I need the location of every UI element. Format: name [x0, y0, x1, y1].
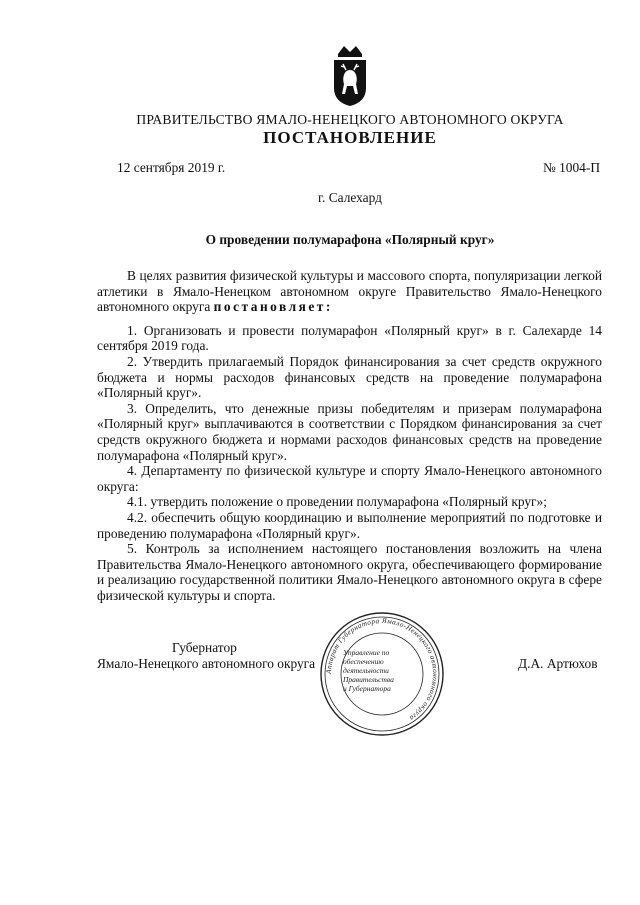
stamp-line-4: Правительства: [343, 675, 394, 684]
stamp-line-3: деятельности: [343, 666, 389, 675]
item-4-2: 4.2. обеспечить общую координацию и выполнение мероприятий по подготовке и проведению полумарафона «Полярный круг».: [97, 509, 602, 541]
document-type: ПОСТАНОВЛЕНИЕ: [263, 128, 437, 147]
item-1: 1. Организовать и провести полумарафон «Полярный круг» в г. Салехарде 14 сентября 2019 года.: [97, 322, 602, 354]
item-5: 5. Контроль за исполнением настоящего постановления возложить на члена Правительства Ямало-Ненецкого автономного округа, обеспечивающего формирование и реализацию государственной политики Ямало-Ненецкого автономного округа в сфере физической культуры и спорта.: [97, 541, 602, 603]
yamal-coat-of-arms-icon: [330, 40, 370, 108]
item-4: 4. Департаменту по физической культуре и спорту Ямало-Ненецкого автономного округа:: [97, 463, 602, 494]
decree-word: постановляет:: [213, 299, 333, 315]
stamp-ring-text: Аппарат Губернатора Ямало-Ненецкого автономного округа: [324, 616, 440, 723]
government-name: ПРАВИТЕЛЬСТВО ЯМАЛО-НЕНЕЦКОГО АВТОНОМНОГО ОКРУГА: [136, 112, 564, 127]
document-city: г. Салехард: [318, 190, 382, 205]
stamp-line-5: и Губернатора: [343, 684, 391, 693]
document-date: 12 сентября 2019 г.: [117, 160, 226, 175]
item-2: 2. Утвердить прилагаемый Порядок финансирования за счет средств окружного бюджета и нормы расходов финансовых средств на проведение полумарафона «Полярный круг».: [97, 353, 602, 401]
signatory-organization: Ямало-Ненецкого автономного округа: [97, 656, 316, 671]
document-subject: О проведении полумарафона «Полярный круг»: [205, 232, 495, 247]
preamble: [97, 268, 602, 315]
stamp-center-text: [343, 648, 427, 693]
stamp-line-2: обеспечению: [343, 657, 384, 666]
item-3: 3. Определить, что денежные призы победителям и призерам полумарафона «Полярный круг» выплачиваются в соответствии с Порядком финансирования за счет средств окружного бюджета и нормами расходов финансовых средств на проведение полумарафона «Полярный круг».: [97, 400, 602, 463]
stamp-line-1: Управление по: [343, 648, 390, 657]
signatory-name: Д.А. Артюхов: [518, 656, 598, 671]
item-4-1: 4.1. утвердить положение о проведении полумарафона «Полярный круг»;: [127, 494, 547, 510]
document-number: № 1004-П: [542, 160, 600, 175]
signatory-title: Губернатор: [172, 640, 237, 655]
document-body: [97, 268, 602, 603]
preamble-text: В целях развития физической культуры и массового спорта, популяризации легкой атлетики в Ямало-Ненецком автономном округе Правительство Ямало-Ненецкого автономного округа: [97, 268, 602, 315]
